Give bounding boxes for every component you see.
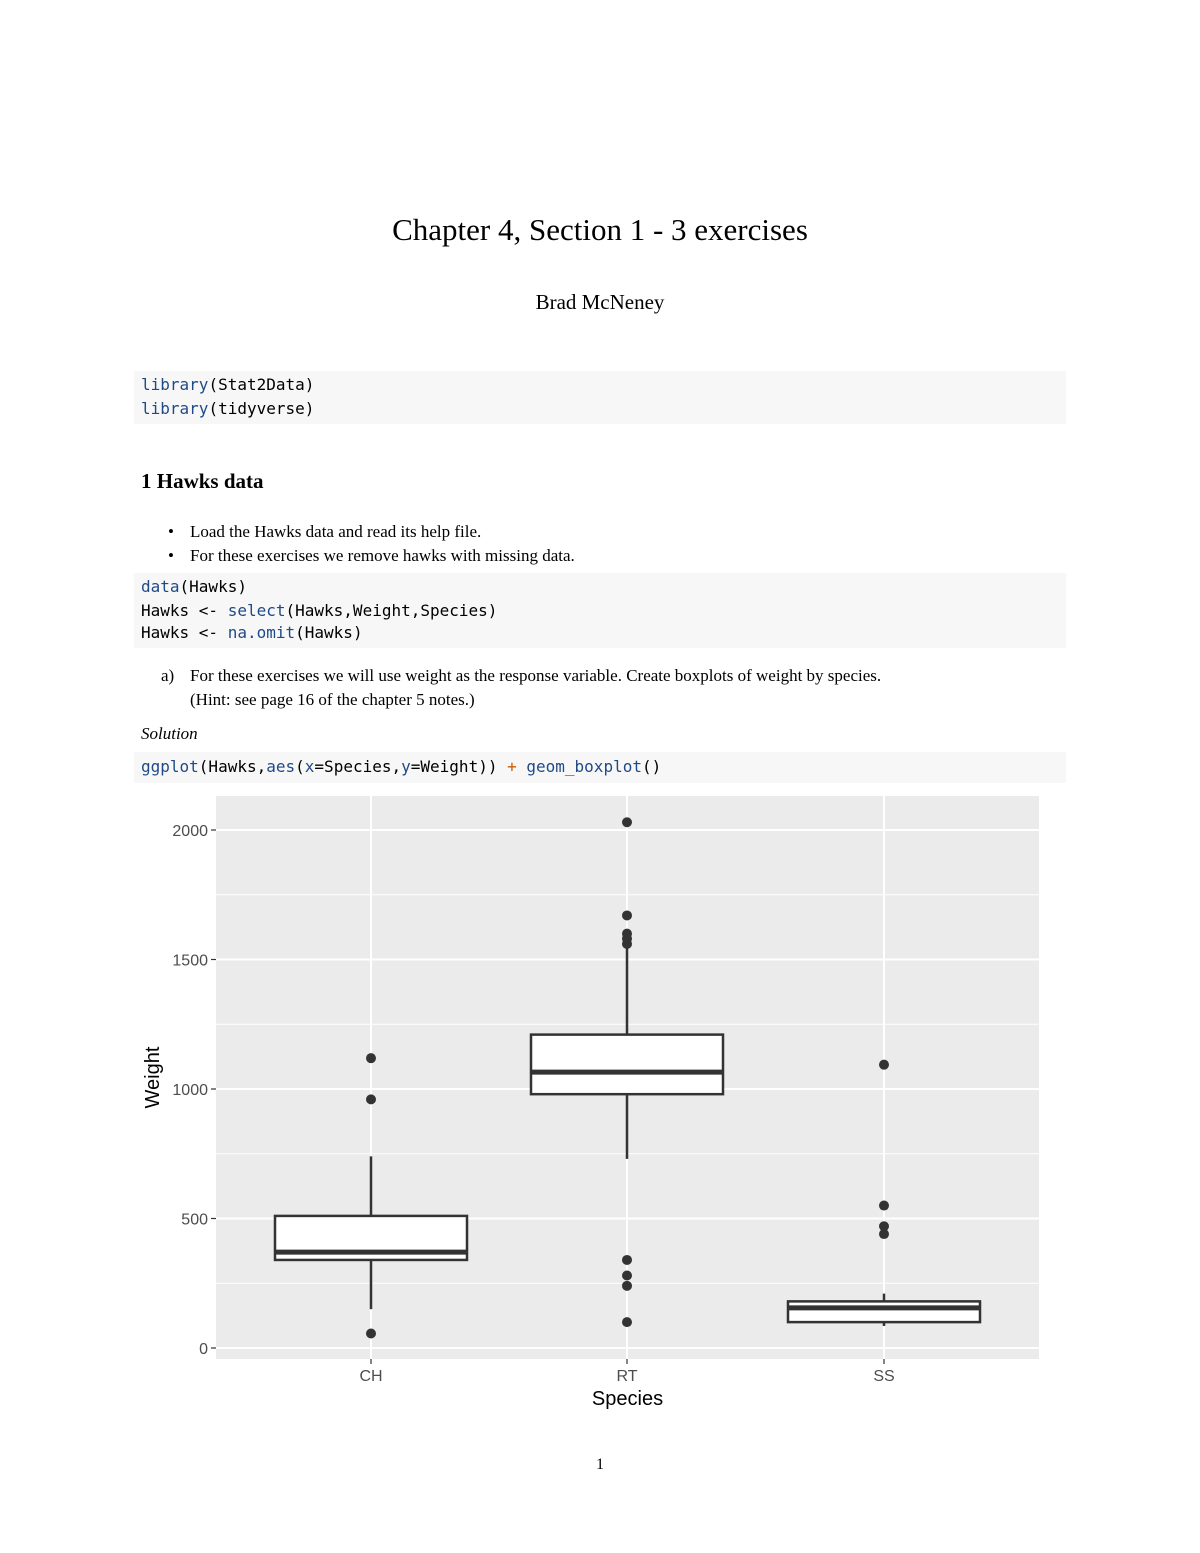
outlier-point	[622, 1281, 632, 1291]
code-args: (tidyverse)	[208, 399, 315, 418]
x-tick-label: CH	[359, 1368, 383, 1385]
section-heading: 1 Hawks data	[141, 469, 264, 493]
code-function: na.omit	[227, 623, 296, 642]
code-line-2	[141, 399, 314, 419]
box-CH	[275, 1216, 467, 1260]
code-block-libraries	[134, 371, 1066, 424]
exercise-label: a)	[161, 666, 175, 685]
code-argument: y	[401, 757, 411, 776]
code-args: (Stat2Data)	[208, 375, 315, 394]
code-function: library	[141, 375, 209, 394]
outlier-point	[879, 1229, 889, 1239]
code-assign: Hawks <-	[141, 623, 228, 642]
code-function: geom_boxplot	[526, 757, 642, 776]
code-argument: x	[304, 757, 315, 776]
outlier-point	[366, 1094, 376, 1104]
code-args: (Hawks,Weight,Species)	[285, 601, 498, 620]
code-operator: +	[507, 757, 517, 776]
code-args: (	[295, 757, 305, 776]
exercise-text-line1: For these exercises we will use weight as the response variable. Create boxplots of weight by species.	[190, 666, 882, 685]
outlier-point	[622, 1317, 632, 1327]
y-tick-label: 0	[199, 1341, 208, 1358]
y-axis-title: Weight	[142, 1046, 164, 1109]
y-tick-label: 2000	[172, 823, 208, 840]
box-SS	[788, 1301, 980, 1322]
outlier-point	[622, 910, 632, 920]
code-args: =Species,	[314, 757, 402, 776]
code-line-2	[141, 601, 497, 621]
code-args: (Hawks)	[295, 623, 363, 642]
outlier-point	[622, 939, 632, 949]
code-function: ggplot	[141, 757, 199, 776]
outlier-point	[622, 817, 632, 827]
box-RT	[531, 1035, 723, 1095]
code-line-1	[141, 577, 247, 597]
bullet-text: For these exercises we remove hawks with missing data.	[190, 546, 575, 565]
code-args: ()	[641, 757, 662, 776]
code-block-data	[134, 573, 1066, 648]
code-space	[517, 757, 527, 776]
code-function: data	[141, 577, 180, 596]
code-assign: Hawks <-	[141, 601, 228, 620]
code-block-ggplot	[134, 752, 1066, 783]
page-number: 1	[596, 1456, 604, 1473]
code-function: aes	[266, 757, 296, 776]
outlier-point	[622, 1270, 632, 1280]
x-axis-title: Species	[591, 1388, 664, 1410]
code-function: select	[227, 601, 286, 620]
bullet-text: Load the Hawks data and read its help file.	[190, 522, 482, 541]
x-tick-label: RT	[616, 1368, 638, 1385]
code-args: (Hawks,	[198, 757, 267, 776]
code-line-1	[141, 757, 661, 777]
bullet-icon: •	[168, 546, 174, 565]
outlier-point	[879, 1060, 889, 1070]
code-function: library	[141, 399, 209, 418]
outlier-point	[622, 934, 632, 944]
bullet-icon: •	[168, 522, 174, 541]
y-tick-label: 1500	[172, 952, 208, 970]
x-tick-label: SS	[873, 1368, 895, 1385]
code-args: =Weight))	[410, 757, 508, 776]
plot-panel	[216, 796, 1039, 1359]
y-tick-label: 500	[181, 1211, 208, 1229]
outlier-point	[879, 1201, 889, 1211]
outlier-point	[366, 1328, 376, 1338]
outlier-point	[366, 1053, 376, 1063]
outlier-point	[622, 1255, 632, 1265]
outlier-point	[622, 929, 632, 939]
exercise-text-line2: (Hint: see page 16 of the chapter 5 notes.)	[190, 690, 475, 709]
document-author: Brad McNeney	[535, 290, 665, 314]
code-line-1	[141, 375, 314, 395]
outlier-point	[879, 1221, 889, 1231]
code-line-3	[141, 623, 363, 643]
code-args: (Hawks)	[179, 577, 247, 596]
y-tick-label: 1000	[172, 1082, 208, 1099]
solution-label: Solution	[141, 724, 198, 743]
document-title: Chapter 4, Section 1 - 3 exercises	[392, 212, 808, 247]
